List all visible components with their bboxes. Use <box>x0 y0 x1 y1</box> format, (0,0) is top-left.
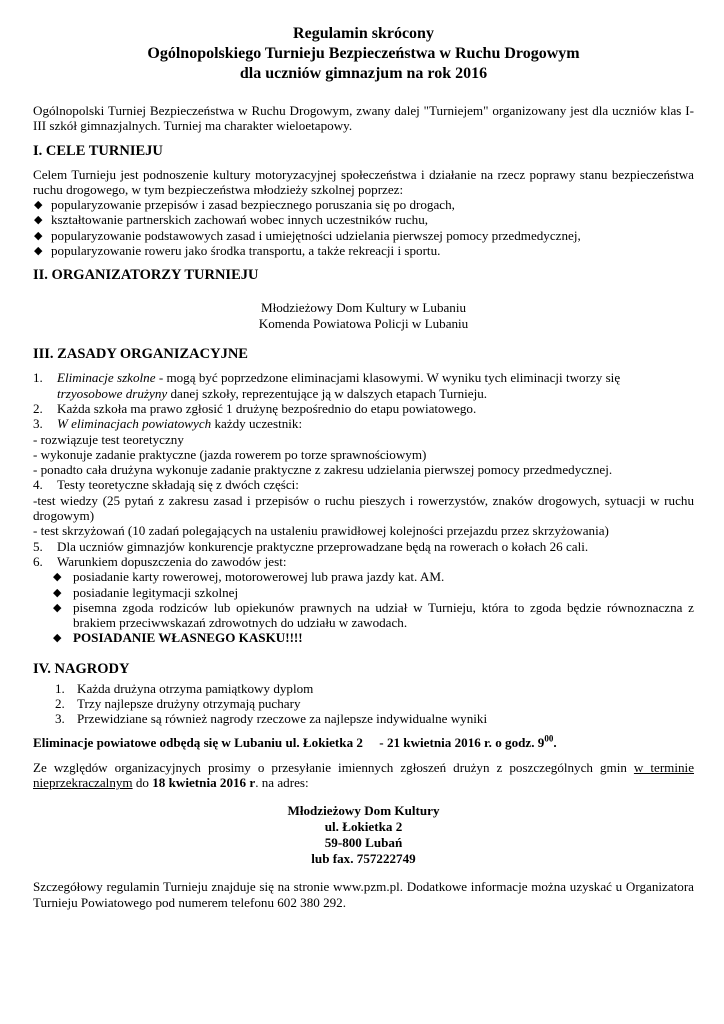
rule-text: - mogą być poprzedzone eliminacjami klasowymi. W wyniku tych eliminacji tworzy się <box>155 370 621 386</box>
awards-list <box>33 681 694 727</box>
title-line-3: dla uczniów gimnazjum na rok 2016 <box>239 65 488 82</box>
elimination-end: . <box>553 734 557 750</box>
rule-emphasis: W eliminacjach powiatowych <box>57 416 212 432</box>
section-heading-organizers: II. ORGANIZATORZY TURNIEJU <box>33 267 259 284</box>
address-line-3: 59-800 Lubań <box>324 834 403 850</box>
rule-emphasis: Eliminacje szkolne <box>57 370 156 386</box>
rule-text: Warunkiem dopuszczenia do zawodów jest: <box>57 553 287 569</box>
rule-item-3 <box>33 416 694 431</box>
title-line-2: Ogólnopolskiego Turnieju Bezpieczeństwa w Ruchu Drogowym <box>147 45 580 62</box>
address-line-1: Młodzieżowy Dom Kultury <box>287 802 440 818</box>
rule-text: Testy teoretyczne składają się z dwóch części: <box>57 477 299 493</box>
rules-block <box>33 370 694 645</box>
elimination-text: Eliminacje powiatowe odbędą się w Lubaniu ul. Łokietka 2 - 21 kwietnia 2016 r. o godz. 9 <box>33 734 545 750</box>
elimination-time-minutes: 00 <box>544 733 554 744</box>
list-item: ◆ popularyzowanie podstawowych zasad i umiejętności udzielania pierwszej pomocy przedmedycznej, <box>33 228 694 243</box>
rule-emphasis: trzyosobowe drużyny <box>57 385 168 401</box>
rule-text: Każda szkoła ma prawo zgłosić 1 drużynę bezpośrednio do etapu powiatowego. <box>57 400 477 416</box>
award-number: 3. <box>55 711 65 727</box>
list-item: ◆ posiadanie legitymacji szkolnej <box>53 585 694 600</box>
rule-item-1 <box>33 370 694 385</box>
request-deadline-phrase: w terminie nieprzekraczalnym <box>33 759 695 791</box>
list-item-helmet: ◆ POSIADANIE WŁASNEGO KASKU!!!! <box>53 630 694 645</box>
footer-paragraph: Szczegółowy regulamin Turnieju znajduje się na stronie www.pzm.pl. Dodatkowe informacje można uzyskać u Organizatora Turnieju Powiatowego pod numerem telefonu 602 380 292. <box>33 879 694 910</box>
dash-item: - rozwiązuje test teoretyczny <box>33 431 184 447</box>
rule-number: 3. <box>33 416 43 432</box>
request-text-1: Ze względów organizacyjnych prosimy o przesyłanie imiennych zgłoszeń drużyn z poszczególnych gmin <box>33 759 634 775</box>
intro-paragraph: Ogólnopolski Turniej Bezpieczeństwa w Ruchu Drogowym, zwany dalej "Turniejem" organizowany jest dla uczniów klas I-III szkół gimnazjalnych. Turniej ma charakter wieloetapowy. <box>33 103 694 134</box>
rule-number: 6. <box>33 553 43 569</box>
rule-item-6 <box>33 554 694 569</box>
award-text: Przewidziane są również nagrody rzeczowe za najlepsze indywidualne wyniki <box>77 711 488 727</box>
dash-item: - test skrzyżowań (10 zadań polegających na ustaleniu prawidłowej kolejności przejazdu przez skrzyżowania) <box>33 523 609 539</box>
address-block <box>33 803 694 868</box>
request-text-3: . na adres: <box>255 775 309 791</box>
section-heading-awards: IV. NAGRODY <box>33 660 130 677</box>
list-item: ◆ kształtowanie partnerskich zachowań wobec innych uczestników ruchu, <box>33 212 694 227</box>
rule-number: 2. <box>33 400 43 416</box>
address-line-4: lub fax. 757222749 <box>311 851 416 867</box>
rule-number: 4. <box>33 477 43 493</box>
award-number: 2. <box>55 696 65 712</box>
organizer-1: Młodzieżowy Dom Kultury w Lubaniu <box>260 300 467 316</box>
rule-item-5 <box>33 539 694 554</box>
list-item <box>33 681 694 696</box>
rule-number: 1. <box>33 370 43 386</box>
dash-item: - wykonuje zadanie praktyczne (jazda rowerem po torze sprawnościowym) <box>33 446 427 462</box>
rule-number: 5. <box>33 538 43 554</box>
rule-text: każdy uczestnik: <box>211 416 303 432</box>
organizer-2: Komenda Powiatowa Policji w Lubaniu <box>258 316 469 332</box>
list-item: ◆ popularyzowanie przepisów i zasad bezpiecznego poruszania się po drogach, <box>33 197 694 212</box>
document-title <box>33 24 694 84</box>
goals-list <box>33 197 694 258</box>
list-item: ◆ pisemna zgoda rodziców lub opiekunów prawnych na udział w Turnieju, która to zgoda będzie równoznaczna z brakiem przeciwwskazań zdrowotnych do udziału w zawodach. <box>53 600 694 631</box>
award-number: 1. <box>55 680 65 696</box>
dash-item: - ponadto cała drużyna wykonuje zadanie praktyczne z zakresu udzielania pierwszej pomocy przedmedycznej. <box>33 462 613 478</box>
request-paragraph <box>33 760 694 791</box>
dash-item: -test wiedzy (25 pytań z zakresu zasad i przepisów o ruchu pieszych i rowerzystów, znaków drogowych, sytuacji w ruchu drogowym) <box>33 492 694 524</box>
rule-text: danej szkoły, reprezentujące ją w dalszych etapach Turnieju. <box>167 385 488 401</box>
rule-text: Dla uczniów gimnazjów konkurencje praktyczne przeprowadzane będą na rowerach o kołach 26 cali. <box>57 538 589 554</box>
list-item <box>33 711 694 726</box>
list-item <box>33 696 694 711</box>
section-heading-rules: III. ZASADY ORGANIZACYJNE <box>33 346 248 363</box>
award-text: Trzy najlepsze drużyny otrzymają puchary <box>77 696 301 712</box>
list-item: ◆ posiadanie karty rowerowej, motorowerowej lub prawa jazdy kat. AM. <box>53 569 694 584</box>
rule-item-2 <box>33 401 694 416</box>
elimination-date <box>33 735 694 750</box>
address-line-2: ul. Łokietka 2 <box>324 818 403 834</box>
requirements-list <box>33 569 694 645</box>
section-heading-goals: I. CELE TURNIEJU <box>33 142 163 159</box>
goals-paragraph: Celem Turnieju jest podnoszenie kultury motoryzacyjnej społeczeństwa i działanie na rzecz poprawy stanu bezpieczeństwa ruchu drogowego, w tym bezpieczeństwa młodzieży szkolnej poprzez: <box>33 166 694 197</box>
list-item: ◆ popularyzowanie roweru jako środka transportu, a także rekreacji i sportu. <box>33 243 694 258</box>
request-deadline-date: 18 kwietnia 2016 r <box>152 775 256 791</box>
rule-item-4 <box>33 477 694 492</box>
title-line-1: Regulamin skrócony <box>293 25 434 42</box>
rule-item-1-continued <box>33 386 694 401</box>
organizers-block <box>33 300 694 332</box>
request-text-2: do <box>132 775 153 791</box>
award-text: Każda drużyna otrzyma pamiątkowy dyplom <box>77 680 314 696</box>
